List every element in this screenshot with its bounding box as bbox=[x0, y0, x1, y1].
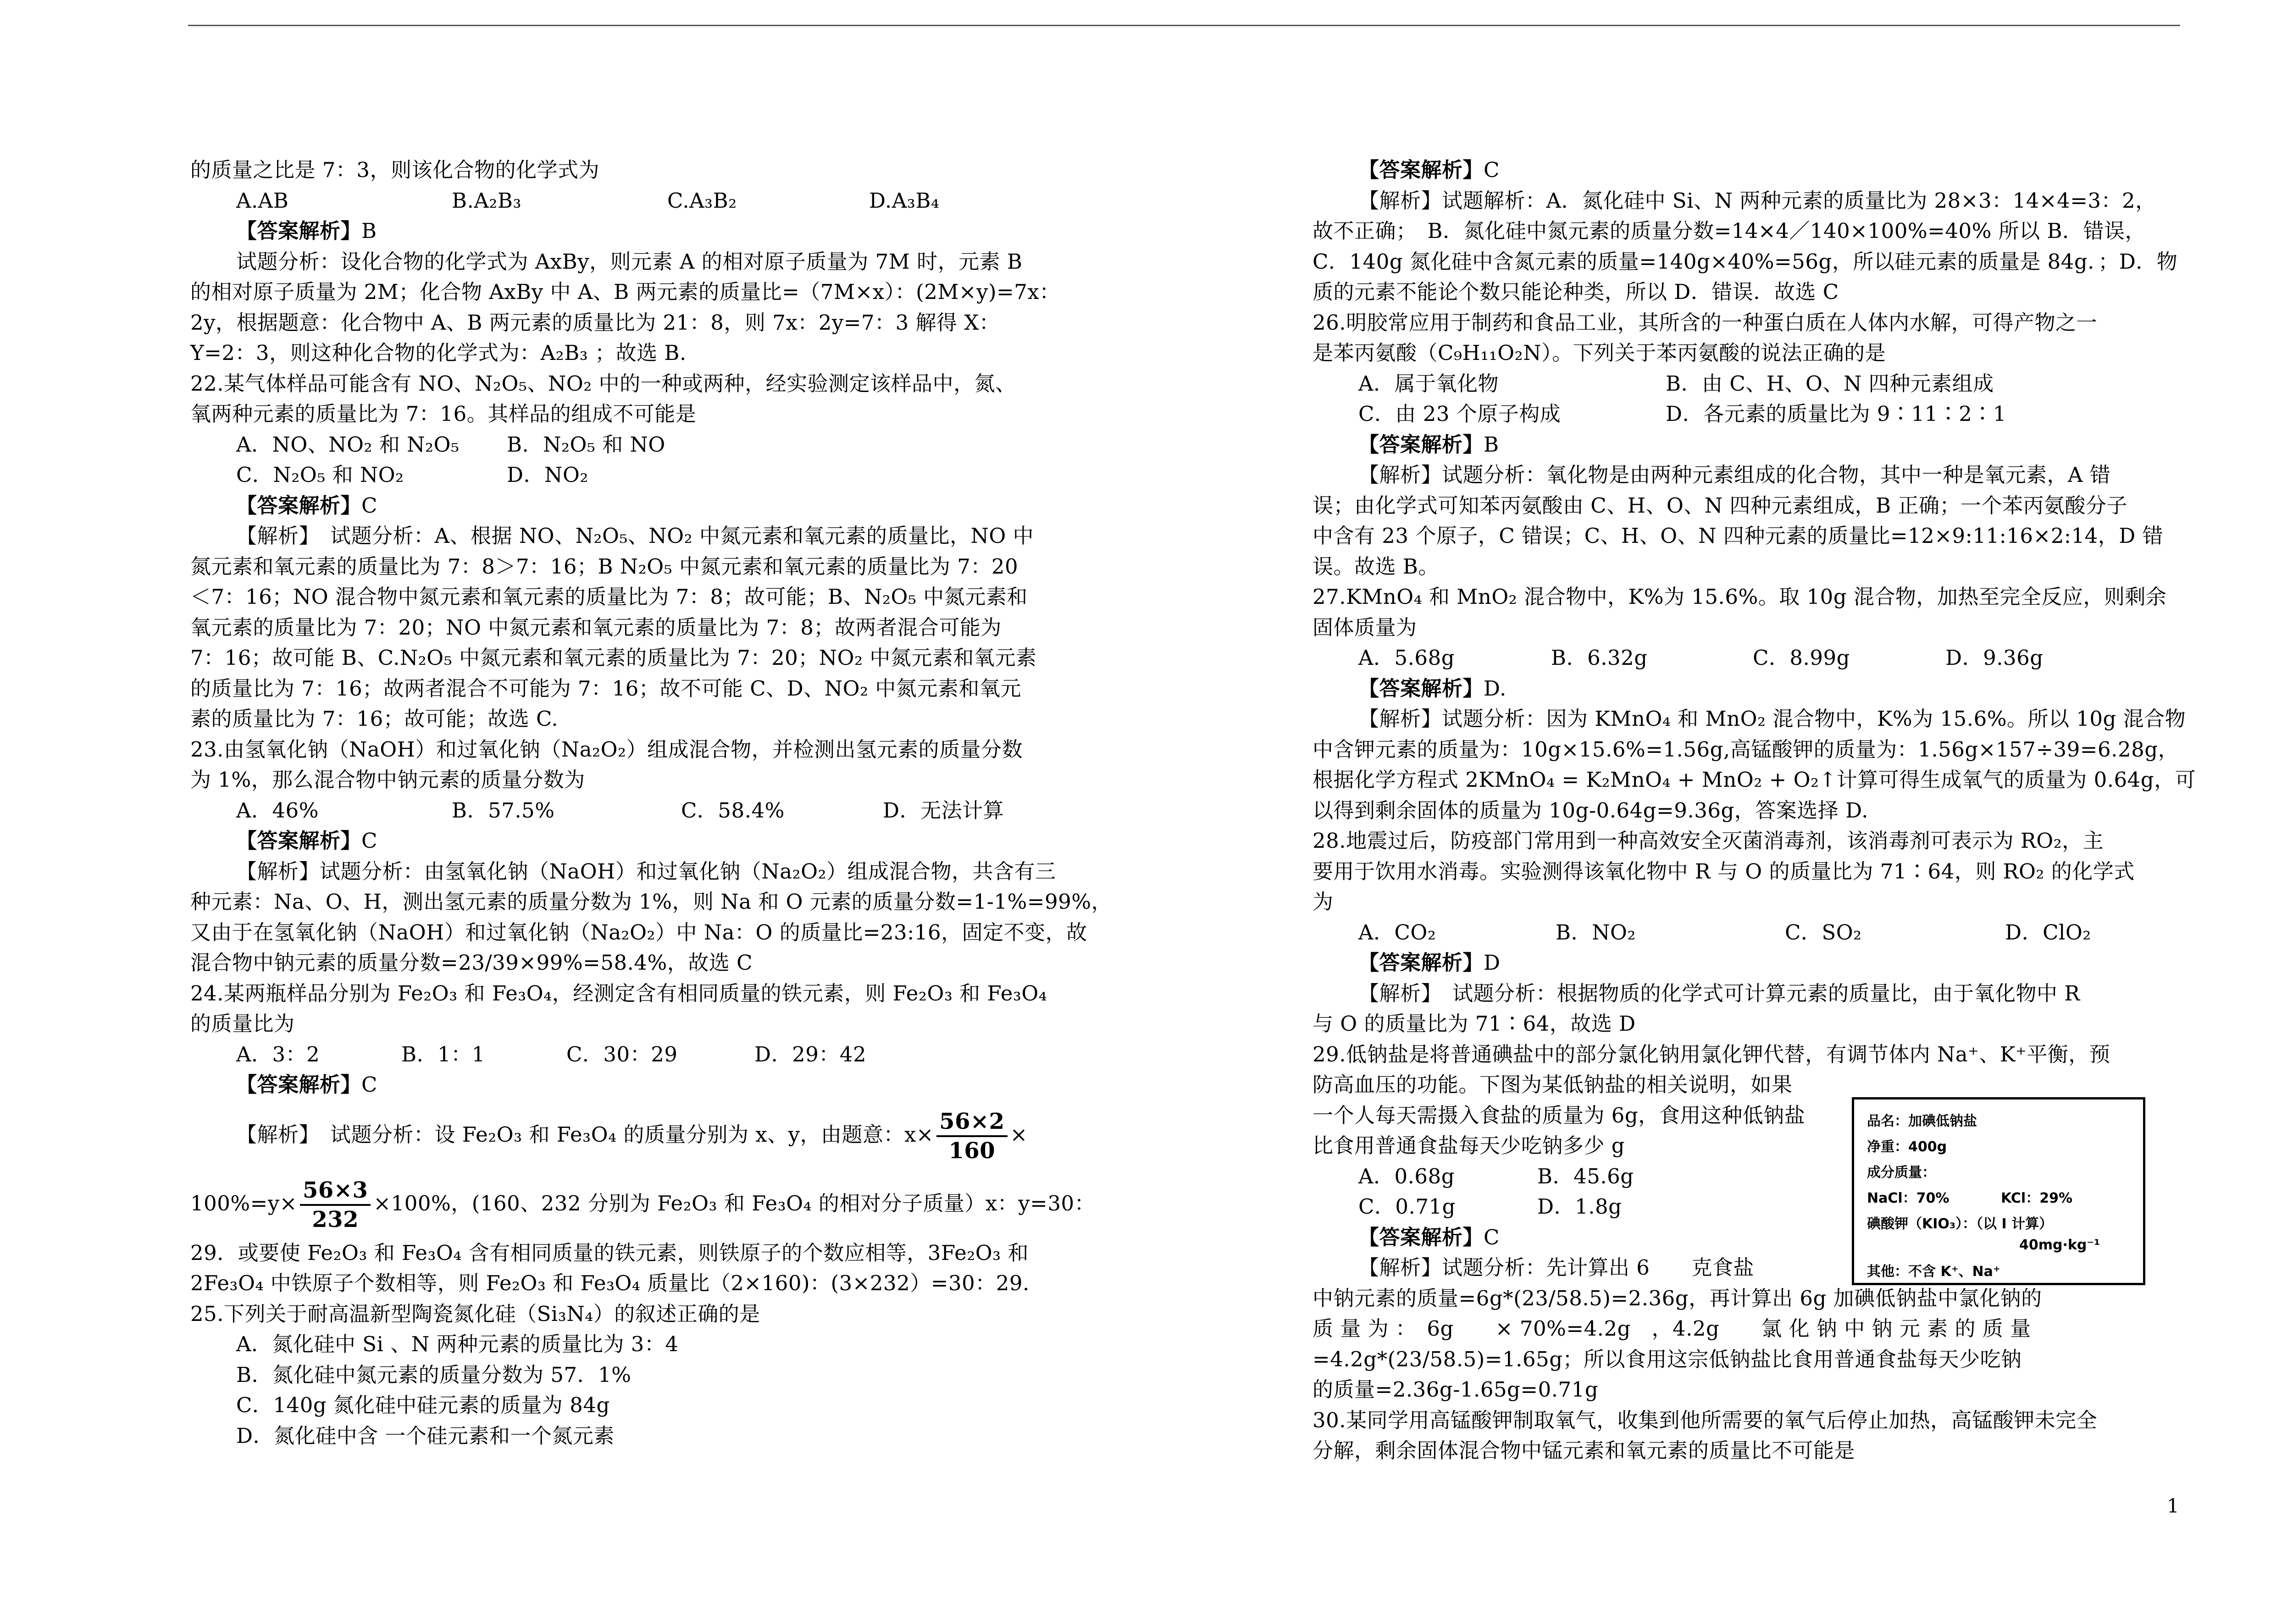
fraction-numerator: 56×3 bbox=[300, 1177, 371, 1206]
text-line: 的相对原子质量为 2M；化合物 AxBy 中 A、B 两元素的质量比=（7M×x）：(2M×y)=7x： bbox=[190, 280, 1060, 304]
option-a: A．NO、NO₂ 和 N₂O₅ bbox=[236, 432, 460, 457]
text-line: 的质量比为 bbox=[190, 1011, 295, 1036]
text-line: 【解析】试题分析：因为 KMnO₄ 和 MnO₂ 混合物中，K%为 15.6%。所以 10g 混合物 bbox=[1358, 707, 2186, 731]
option-c: C．N₂O₅ 和 NO₂ bbox=[236, 463, 404, 487]
text-line: 误；由化学式可知苯丙氨酸由 C、H、O、N 四种元素组成，B 正确；一个苯丙氨酸分子 bbox=[1313, 493, 2127, 518]
salt-kio3: 碘酸钾（KIO₃）：（以 I 计算） bbox=[1867, 1216, 2053, 1232]
salt-weight: 净重：400g bbox=[1867, 1139, 1947, 1155]
text-line: 为 1%，那么混合物中钠元素的质量分数为 bbox=[190, 768, 585, 792]
option-a: A．CO₂ bbox=[1358, 920, 1436, 945]
q24-options bbox=[190, 1039, 1089, 1070]
answer-value: B bbox=[361, 219, 377, 243]
answer-value: C bbox=[1484, 1225, 1500, 1249]
question-23: 23.由氢氧化钠（NaOH）和过氧化钠（Na₂O₂）组成混合物，并检测出氢元素的质量分数 bbox=[190, 737, 1023, 762]
text-fragment: ×100%，(160、232 分别为 Fe₂O₃ 和 Fe₃O₄ 的相对分子质量）x：y=30： bbox=[373, 1191, 1096, 1215]
salt-composition: 成分质量： bbox=[1867, 1165, 1936, 1181]
text-line: 2Fe₃O₄ 中铁原子个数相等，则 Fe₂O₃ 和 Fe₃O₄ 质量比（2×160)：(3×232）=30：29. bbox=[190, 1271, 1030, 1295]
salt-name: 品名：加碘低钠盐 bbox=[1867, 1113, 1977, 1129]
question-22: 22.某气体样品可能含有 NO、N₂O₅、NO₂ 中的一种或两种，经实验测定该样品中，氮、 bbox=[190, 371, 1016, 396]
text-line: Y=2：3，则这种化合物的化学式为：A₂B₃ ；故选 B. bbox=[190, 341, 687, 365]
answer-value: D. bbox=[1484, 676, 1507, 701]
option-a: A．3：2 bbox=[236, 1042, 320, 1066]
fraction-denominator: 160 bbox=[948, 1138, 996, 1164]
left-column bbox=[190, 155, 1113, 1451]
option-b: B．57.5% bbox=[452, 798, 555, 823]
text-line: 氧元素的质量比为 7：20；NO 中氮元素和氧元素的质量比为 7：8；故两者混合可能为 bbox=[190, 615, 1002, 640]
option-b: B．45.6g bbox=[1537, 1164, 1634, 1188]
text-line: 中钠元素的质量=6g*(23/58.5)=2.36g，再计算出 6g 加碘低钠盐中氯化钠的 bbox=[1313, 1286, 2042, 1310]
text-line: 种元素：Na、O、H，测出氢元素的质量分数为 1%，则 Na 和 O 元素的质量分数=1-1%=99%， bbox=[190, 889, 1113, 914]
text-fragment: 100%=y× bbox=[190, 1191, 297, 1215]
option-c: C.A₃B₂ bbox=[667, 188, 737, 213]
option-c: C．SO₂ bbox=[1785, 920, 1862, 945]
answer-heading: 【答案解析】 bbox=[236, 829, 362, 853]
option-c: C．30：29 bbox=[566, 1042, 678, 1066]
q26-options-cd bbox=[1313, 399, 2198, 430]
q26-options-ab bbox=[1313, 369, 2198, 399]
text-line: 又由于在氢氧化钠（NaOH）和过氧化钠（Na₂O₂）中 Na：O 的质量比=23:16，固定不变，故 bbox=[190, 920, 1087, 945]
option-b: B．N₂O₅ 和 NO bbox=[507, 432, 665, 457]
question-26: 26.明胶常应用于制药和食品工业，其所含的一种蛋白质在人体内水解，可得产物之一 bbox=[1313, 310, 2098, 335]
answer-value: C bbox=[361, 829, 377, 853]
formula-line-2 bbox=[190, 1169, 1096, 1238]
answer-heading: 【答案解析】 bbox=[1358, 676, 1484, 701]
answer-value: C bbox=[1484, 158, 1500, 182]
option-c: C．由 23 个原子构成 bbox=[1358, 402, 1561, 426]
question-30: 30.某同学用高锰酸钾制取氧气，收集到他所需要的氧气后停止加热，高锰酸钾未完全 bbox=[1313, 1408, 2098, 1432]
option-a: A．属于氧化物 bbox=[1358, 371, 1499, 396]
text-line: 比食用普通食盐每天少吃钠多少 g bbox=[1313, 1133, 1625, 1158]
answer-heading: 【答案解析】 bbox=[1358, 158, 1484, 182]
text-fragment: × bbox=[1010, 1122, 1028, 1147]
text-line: 【解析】 试题分析：根据物质的化学式可计算元素的质量比，由于氧化物中 R bbox=[1358, 981, 2080, 1005]
text-line: 氧两种元素的质量比为 7：16。其样品的组成不可能是 bbox=[190, 402, 697, 426]
answer-value: B bbox=[1484, 432, 1499, 457]
option-d: D．29：42 bbox=[754, 1042, 867, 1066]
question-25: 25.下列关于耐高温新型陶瓷氮化硅（Si₃N₄）的叙述正确的是 bbox=[190, 1301, 760, 1326]
fraction-fe-in-fe3o4 bbox=[300, 1177, 371, 1233]
answer-heading: 【答案解析】 bbox=[236, 1072, 362, 1097]
option-a: A．46% bbox=[236, 798, 319, 823]
q28-options bbox=[1313, 917, 2198, 948]
question-24: 24.某两瓶样品分别为 Fe₂O₃ 和 Fe₃O₄，经测定含有相同质量的铁元素，则 Fe₂O₃ 和 Fe₃O₄ bbox=[190, 981, 1047, 1005]
option-d: D．1.8g bbox=[1537, 1194, 1622, 1219]
option-d: D．无法计算 bbox=[883, 798, 1004, 823]
text-line: 氮元素和氧元素的质量比为 7：8＞7：16；B N₂O₅ 中氮元素和氧元素的质量比为 7：20 bbox=[190, 554, 1019, 579]
q22-options-ab bbox=[190, 430, 1089, 460]
q23-options bbox=[190, 795, 1089, 826]
text-line: ＜7：16；NO 混合物中氮元素和氧元素的质量比为 7：8；故可能；B、N₂O₅ 中氮元素和 bbox=[190, 585, 1028, 609]
text-line: 【解析】试题解析：A．氮化硅中 Si、N 两种元素的质量比为 28×3：14×4=3：2， bbox=[1358, 188, 2156, 213]
option-a: A．5.68g bbox=[1358, 646, 1455, 670]
text-line: 质 量 为 ： 6g × 70%=4.2g ，4.2g 氯 化 钠 中 钠 元 素 的 质 量 bbox=[1313, 1316, 2031, 1341]
text-line: 中含有 23 个原子，C 错误；C、H、O、N 四种元素的质量比=12×9:11:16×2:14，D 错 bbox=[1313, 524, 2164, 548]
answer-line bbox=[190, 216, 1089, 247]
answer-line bbox=[1313, 430, 2198, 460]
text-line: 质的元素不能论个数只能论种类，所以 D．错误．故选 C bbox=[1313, 280, 1839, 304]
text-line: 2y，根据题意：化合物中 A、B 两元素的质量比为 21：8，则 7x：2y=7：3 解得 X： bbox=[190, 310, 1000, 335]
answer-heading: 【答案解析】 bbox=[236, 219, 362, 243]
q21-options bbox=[190, 186, 1089, 216]
option-b: B．氮化硅中氮元素的质量分数为 57．1% bbox=[236, 1362, 631, 1387]
option-c: C．0.71g bbox=[1358, 1194, 1456, 1219]
text-line: 误。故选 B。 bbox=[1313, 554, 1439, 579]
text-line: 要用于饮用水消毒。实验测得该氧化物中 R 与 O 的质量比为 71∶64，则 RO₂ 的化学式 bbox=[1313, 859, 2135, 884]
fraction-numerator: 56×2 bbox=[936, 1108, 1007, 1137]
text-line: 【解析】 试题分析：A、根据 NO、N₂O₅、NO₂ 中氮元素和氧元素的质量比，NO 中 bbox=[236, 524, 1034, 548]
text-line: =4.2g*(23/58.5)=1.65g；所以食用这宗低钠盐比食用普通食盐每天少吃钠 bbox=[1313, 1347, 2022, 1371]
text-line: 防高血压的功能。下图为某低钠盐的相关说明，如果 bbox=[1313, 1072, 1793, 1097]
option-a: A．0.68g bbox=[1358, 1164, 1455, 1188]
answer-heading: 【答案解析】 bbox=[1358, 1225, 1484, 1249]
option-a: A.AB bbox=[236, 188, 289, 213]
answer-heading: 【答案解析】 bbox=[1358, 432, 1484, 457]
answer-line bbox=[1313, 948, 2198, 978]
text-line: 中含钾元素的质量为：10g×15.6%=1.56g,高锰酸钾的质量为：1.56g×157÷39=6.28g， bbox=[1313, 737, 2179, 762]
answer-value: C bbox=[361, 493, 377, 518]
answer-line bbox=[1313, 674, 2198, 704]
text-line: 以得到剩余固体的质量为 10g-0.64g=9.36g，答案选择 D. bbox=[1313, 798, 1868, 823]
text-line: 一个人每天需摄入食盐的质量为 6g，食用这种低钠盐 bbox=[1313, 1103, 1806, 1127]
text-line: 混合物中钠元素的质量分数=23/39×99%=58.4%，故选 C bbox=[190, 950, 753, 975]
salt-other: 其他：不含 K⁺、Na⁺ bbox=[1867, 1264, 2000, 1280]
text-line: 是苯丙氨酸（C₉H₁₁O₂N）。下列关于苯丙氨酸的说法正确的是 bbox=[1313, 341, 1886, 365]
text-line: 试题分析：设化合物的化学式为 AxBy，则元素 A 的相对原子质量为 7M 时，元素 B bbox=[236, 249, 1023, 274]
option-d: D.A₃B₄ bbox=[869, 188, 940, 213]
answer-line bbox=[190, 1070, 1089, 1100]
option-c: C．8.99g bbox=[1753, 646, 1850, 670]
text-line: 7：16；故可能 B、C.N₂O₅ 中氮元素和氧元素的质量比为 7：20；NO₂ 中氮元素和氧元素 bbox=[190, 646, 1037, 670]
question-27: 27.KMnO₄ 和 MnO₂ 混合物中，K%为 15.6%。取 10g 混合物，加热至完全反应，则剩余 bbox=[1313, 585, 2167, 609]
option-b: B.A₂B₃ bbox=[452, 188, 522, 213]
option-c: C．140g 氮化硅中硅元素的质量为 84g bbox=[236, 1393, 610, 1417]
option-b: B．NO₂ bbox=[1556, 920, 1636, 945]
option-c: C．58.4% bbox=[681, 798, 785, 823]
text-line: 为 bbox=[1313, 889, 1334, 914]
text-line: 固体质量为 bbox=[1313, 615, 1417, 640]
answer-value: D bbox=[1484, 950, 1501, 975]
answer-line bbox=[190, 826, 1089, 856]
page-number: 1 bbox=[2167, 1495, 2179, 1517]
option-a: A．氮化硅中 Si 、N 两种元素的质量比为 3：4 bbox=[236, 1332, 679, 1356]
fraction-fe-in-fe2o3 bbox=[936, 1108, 1007, 1165]
option-d: D．各元素的质量比为 9∶11∶2∶1 bbox=[1666, 402, 2007, 426]
answer-heading: 【答案解析】 bbox=[1358, 950, 1484, 975]
question-28: 28.地震过后，防疫部门常用到一种高效安全灭菌消毒剂，该消毒剂可表示为 RO₂，主 bbox=[1313, 829, 2104, 853]
option-b: B．6.32g bbox=[1551, 646, 1648, 670]
answer-line bbox=[1313, 155, 2198, 186]
text-line: C．140g 氮化硅中含氮元素的质量=140g×40%=56g，所以硅元素的质量是 84g．；D．物 bbox=[1313, 249, 2178, 274]
option-d: D．ClO₂ bbox=[2005, 920, 2091, 945]
text-line: 分解，剩余固体混合物中锰元素和氧元素的质量比不可能是 bbox=[1313, 1438, 1855, 1463]
fraction-denominator: 232 bbox=[312, 1207, 359, 1232]
text-line: 根据化学方程式 2KMnO₄ = K₂MnO₄ + MnO₂ + O₂↑计算可得生成氧气的质量为 0.64g，可 bbox=[1313, 768, 2196, 792]
salt-label-box bbox=[1852, 1097, 2145, 1285]
text-line: 29．或要使 Fe₂O₃ 和 Fe₃O₄ 含有相同质量的铁元素，则铁原子的个数应相等，3Fe₂O₃ 和 bbox=[190, 1240, 1029, 1265]
q22-options-cd bbox=[190, 460, 1089, 491]
option-d: D．9.36g bbox=[1945, 646, 2044, 670]
answer-line bbox=[190, 491, 1089, 521]
salt-kcl: KCl：29% bbox=[2001, 1190, 2073, 1206]
text-line: 【解析】试题分析：先计算出 6 克食盐 bbox=[1358, 1255, 1754, 1280]
option-d: D．氮化硅中含 一个硅元素和一个氮元素 bbox=[236, 1423, 615, 1448]
text-line: 的质量之比是 7：3，则该化合物的化学式为 bbox=[190, 158, 600, 182]
question-29: 29.低钠盐是将普通碘盐中的部分氯化钠用氯化钾代替，有调节体内 Na⁺、K⁺平衡，预 bbox=[1313, 1042, 2110, 1066]
salt-nacl: NaCl：70% bbox=[1867, 1190, 1950, 1206]
text-line: 与 O 的质量比为 71∶64，故选 D bbox=[1313, 1011, 1636, 1036]
q27-options bbox=[1313, 643, 2198, 674]
text-line: 【解析】试题分析：由氢氧化钠（NaOH）和过氧化钠（Na₂O₂）组成混合物，共含有三 bbox=[236, 859, 1056, 884]
text-line: 【解析】试题分析：氧化物是由两种元素组成的化合物，其中一种是氧元素，A 错 bbox=[1358, 463, 2111, 487]
text-fragment: 【解析】 试题分析：设 Fe₂O₃ 和 Fe₃O₄ 的质量分别为 x、y，由题意：x× bbox=[236, 1122, 934, 1147]
option-b: B．由 C、H、O、N 四种元素组成 bbox=[1666, 371, 1994, 396]
salt-kio3-amount: 40mg·kg⁻¹ bbox=[2019, 1237, 2100, 1253]
option-d: D．NO₂ bbox=[507, 463, 588, 487]
text-line: 的质量=2.36g-1.65g=0.71g bbox=[1313, 1377, 1599, 1402]
text-line: 故不正确； B．氮化硅中氮元素的质量分数=14×4／140×100%=40% 所以 B．错误， bbox=[1313, 219, 2146, 243]
answer-value: C bbox=[361, 1072, 377, 1097]
text-line: 素的质量比为 7：16；故可能；故选 C. bbox=[190, 707, 559, 731]
formula-line-1 bbox=[190, 1100, 1089, 1169]
header-rule bbox=[188, 25, 2180, 26]
option-b: B．1：1 bbox=[401, 1042, 485, 1066]
answer-heading: 【答案解析】 bbox=[236, 493, 362, 518]
text-line: 的质量比为 7：16；故两者混合不可能为 7：16；故不可能 C、D、NO₂ 中氮元素和氧元 bbox=[190, 676, 1021, 701]
